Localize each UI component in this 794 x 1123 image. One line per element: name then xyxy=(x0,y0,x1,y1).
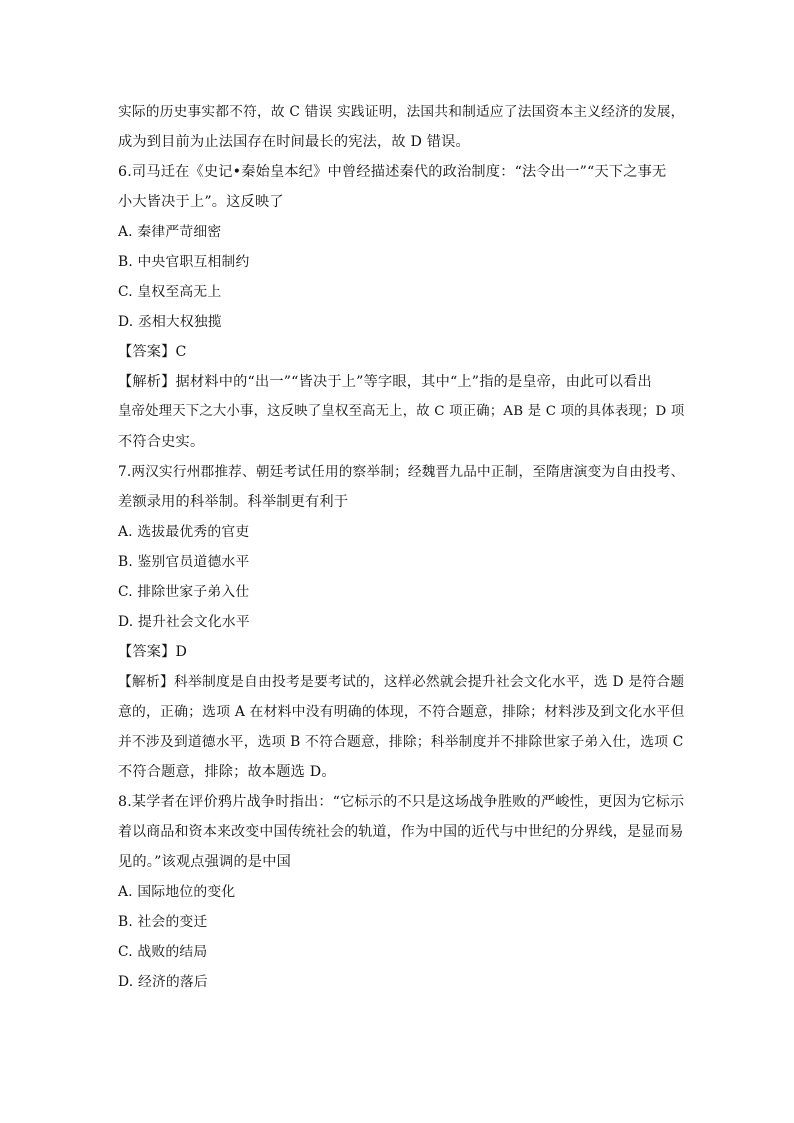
question-7-analysis: 意的，正确；选项 A 在材料中没有明确的体现，不符合题意，排除；材料涉及到文化水平但 xyxy=(118,704,685,720)
text-line: 实际的历史事实都不符，故 C 错误 实践证明，法国共和制适应了法国资本主义经济的发展， xyxy=(118,104,685,120)
question-6-stem: 小大皆决于上”。这反映了 xyxy=(118,194,284,210)
question-6-analysis: 【解析】据材料中的“出一”“皆决于上”等字眼，其中“上”指的是皇帝，由此可以看出 xyxy=(118,374,652,390)
question-7-option-b: B. 鉴别官员道德水平 xyxy=(118,554,250,570)
question-7-option-a: A. 选拔最优秀的官吏 xyxy=(118,524,250,540)
question-6-answer: 【答案】C xyxy=(118,344,187,360)
question-7-analysis: 并不涉及到道德水平，选项 B 不符合题意，排除；科举制度并不排除世家子弟入仕，选项 C xyxy=(118,734,684,750)
question-8-stem: 着以商品和资本来改变中国传统社会的轨道，作为中国的近代与中世纪的分界线，是显而易 xyxy=(118,824,684,840)
question-7-option-d: D. 提升社会文化水平 xyxy=(118,614,250,630)
question-6-analysis: 皇帝处理天下之大小事，这反映了皇权至高无上，故 C 项正确；AB 是 C 项的具体表现；D 项 xyxy=(118,404,685,419)
question-8-stem: 8.某学者在评价鸦片战争时指出：“它标示的不只是这场战争胜败的严峻性，更因为它标示 xyxy=(118,794,685,810)
question-6-analysis: 不符合史实。 xyxy=(118,434,205,450)
document-page xyxy=(118,97,684,997)
question-6-option-d: D. 丞相大权独揽 xyxy=(118,314,222,330)
question-8-stem: 见的。”该观点强调的是中国 xyxy=(118,854,292,870)
question-8-option-b: B. 社会的变迁 xyxy=(118,914,208,930)
question-8-option-c: C. 战败的结局 xyxy=(118,944,208,960)
question-7-analysis: 【解析】科举制度是自由投考是要考试的，这样必然就会提升社会文化水平，选 D 是符合题 xyxy=(118,674,685,690)
question-8-option-a: A. 国际地位的变化 xyxy=(118,884,236,900)
question-8-option-d: D. 经济的落后 xyxy=(118,974,208,990)
question-6-option-b: B. 中央官职互相制约 xyxy=(118,254,250,270)
question-7-option-c: C. 排除世家子弟入仕 xyxy=(118,584,250,600)
question-6-stem: 6.司马迁在《史记•秦始皇本纪》中曾经描述秦代的政治制度：“法令出一”“天下之事无 xyxy=(118,164,667,180)
question-7-answer: 【答案】D xyxy=(118,644,188,660)
question-6-option-a: A. 秦律严苛细密 xyxy=(118,224,222,240)
question-7-analysis: 不符合题意，排除；故本题选 D。 xyxy=(118,764,336,780)
question-7-stem: 差额录用的科举制。科举制更有利于 xyxy=(118,494,349,510)
question-7-stem: 7.两汉实行州郡推荐、朝廷考试任用的察举制；经魏晋九品中正制，至隋唐演变为自由投考、 xyxy=(118,464,685,480)
question-6-option-c: C. 皇权至高无上 xyxy=(118,284,222,300)
text-line: 成为到目前为止法国存在时间最长的宪法，故 D 错误。 xyxy=(118,134,470,150)
